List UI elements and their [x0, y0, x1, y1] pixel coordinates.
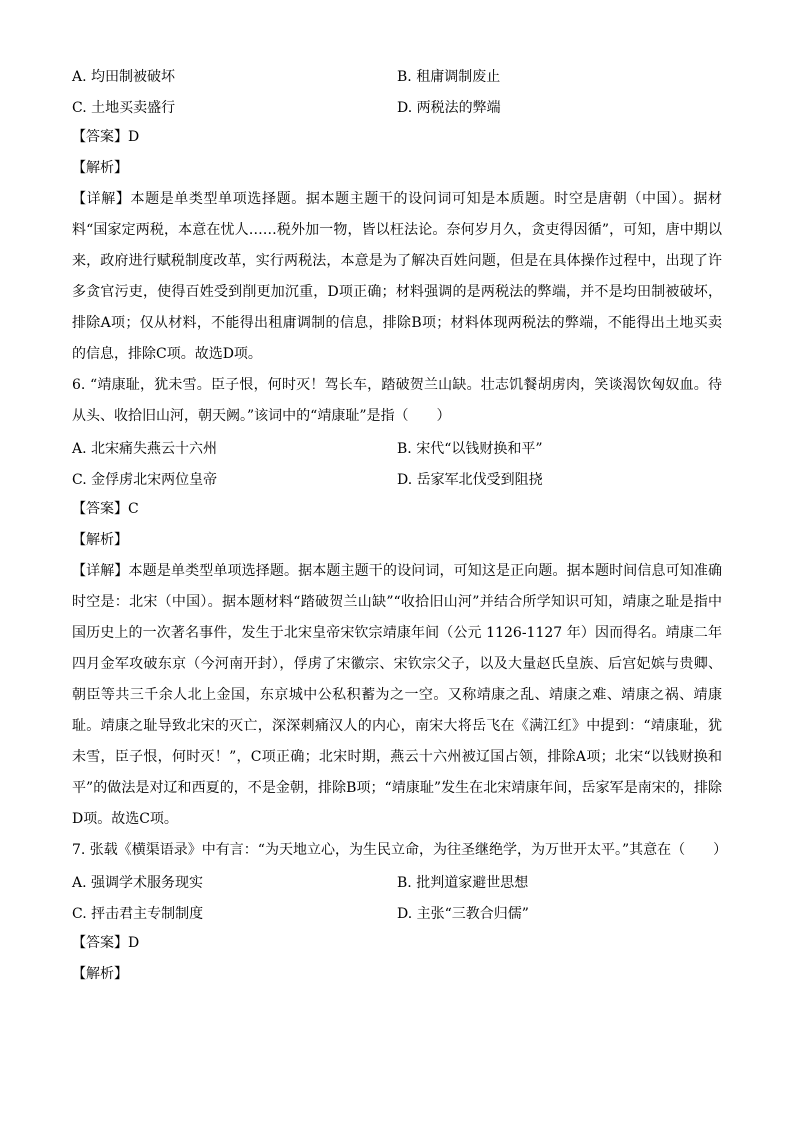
option-label: A. [72, 874, 87, 891]
option-text: 北宋痛失燕云十六州 [91, 440, 218, 457]
option-label: A. [72, 440, 87, 457]
option-label: B. [397, 440, 412, 457]
option-label: D. [397, 905, 413, 922]
q7-option-d [397, 903, 722, 923]
q6-option-b [397, 438, 722, 458]
q6-options-row-1 [72, 432, 722, 463]
q6-option-d [397, 469, 722, 489]
option-text: 租庸调制废止 [416, 68, 501, 85]
detail-text: 本题是单类型单项选择题。据本题主题干的设问词，可知这是正向题。据本题时间信息可知准确时空是：北宋（中国）。据本题材料“踏破贺兰山缺”“收拾旧山河”并结合所学知识可知，靖康之耻是指中国历史上的一次著名事件，发生于北宋皇帝宋钦宗靖康年间（公元 1126-1127 年）因而得名。靖康二年四月金军攻破东京（今河南开封），俘虏了宋徽宗、宋钦宗父子，以及大量赵氏皇族、后宫妃嫔与贵卿、朝臣等共三千余人北上金国，东京城中公私积蓄为之一空。又称靖康之乱、靖康之难、靖康之祸、靖康耻。靖康之耻导致北宋的灭亡，深深刺痛汉人的内心，南宋大将岳飞在《满江红》中提到：“靖康耻，犹未雪，臣子恨，何时灭！”，C项正确；北宋时期，燕云十六州被辽国占领，排除A项；北宋“以钱财换和平”的做法是对辽和西夏的，不是金朝，排除B项；“靖康耻”发生在北宋靖康年间，岳家军是南宋的，排除D项。故选C项。 [72, 563, 723, 827]
option-label: C. [72, 471, 87, 488]
option-text: 宋代“以钱财换和平” [416, 440, 543, 457]
answer-value: D [128, 129, 140, 145]
answer-tag: 【答案】 [72, 501, 128, 517]
q7-option-b [397, 872, 722, 892]
option-label: B. [397, 68, 412, 85]
detail-text: 本题是单类型单项选择题。据本题主题干的设问词可知是本质题。时空是唐朝（中国）。据材料“国家定两税，本意在忧人……税外加一物，皆以枉法论。奈何岁月久，贪吏得因循”，可知，唐中期以来，政府进行赋税制度改革，实行两税法，本意是为了解决百姓问题，但是在具体操作过程中，出现了许多贪官污吏，使得百姓受到削更加沉重，D项正确；材料强调的是两税法的弊端，并不是均田制被破坏，排除A项；仅从材料，不能得出租庸调制的信息，排除B项；材料体现两税法的弊端，不能得出土地买卖的信息，排除C项。故选D项。 [72, 191, 723, 362]
option-text: 两税法的弊端 [416, 99, 501, 116]
q6-analysis-heading: 【解析】 [72, 532, 128, 548]
q6-answer [72, 494, 722, 525]
q5-analysis-heading: 【解析】 [72, 160, 128, 176]
option-label: C. [72, 905, 87, 922]
option-text: 金俘虏北宋两位皇帝 [91, 471, 218, 488]
answer-tag: 【答案】 [72, 935, 128, 951]
option-text: 批判道家避世思想 [416, 874, 529, 891]
option-label: C. [72, 99, 87, 116]
option-text: 主张“三教合归儒” [416, 905, 529, 922]
q7-option-c [72, 903, 397, 923]
q5-option-c [72, 97, 397, 117]
q7-options-row-1 [72, 866, 722, 897]
detail-tag: 【详解】 [72, 563, 129, 579]
option-text: 强调学术服务现实 [91, 874, 204, 891]
q7-option-a [72, 872, 397, 892]
q6-options-row-2 [72, 463, 722, 494]
q5-options-row-2 [72, 91, 722, 122]
q7-options-row-2 [72, 897, 722, 928]
option-text: 均田制被破坏 [91, 68, 176, 85]
document-page [72, 60, 728, 990]
q5-options-row-1 [72, 60, 722, 91]
answer-value: D [128, 935, 140, 951]
q6-detail [72, 556, 722, 835]
q5-detail [72, 184, 722, 370]
answer-tag: 【答案】 [72, 129, 128, 145]
q5-option-a [72, 66, 397, 86]
q5-option-d [397, 97, 722, 117]
q5-option-b [397, 66, 722, 86]
option-text: 岳家军北伐受到阻挠 [416, 471, 543, 488]
detail-tag: 【详解】 [72, 191, 131, 207]
q6-option-c [72, 469, 397, 489]
q7-analysis-heading: 【解析】 [72, 966, 128, 982]
option-text: 抨击君主专制制度 [91, 905, 204, 922]
q6-option-a [72, 438, 397, 458]
option-text: 土地买卖盛行 [91, 99, 176, 116]
q7-answer [72, 928, 722, 959]
option-label: B. [397, 874, 412, 891]
q7-stem: 7. 张载《横渠语录》中有言：“为天地立心，为生民立命，为往圣继绝学，为万世开太平。”其意在（ ） [72, 842, 728, 858]
q5-answer [72, 122, 722, 153]
answer-value: C [128, 501, 139, 517]
option-label: A. [72, 68, 87, 85]
option-label: D. [397, 99, 413, 116]
option-label: D. [397, 471, 413, 488]
q6-stem: 6. “靖康耻，犹未雪。臣子恨，何时灭！驾长车，踏破贺兰山缺。壮志饥餐胡虏肉，笑谈渴饮匈奴血。待从头、收拾旧山河，朝天阙。”该词中的“靖康耻”是指（ ） [72, 377, 722, 424]
